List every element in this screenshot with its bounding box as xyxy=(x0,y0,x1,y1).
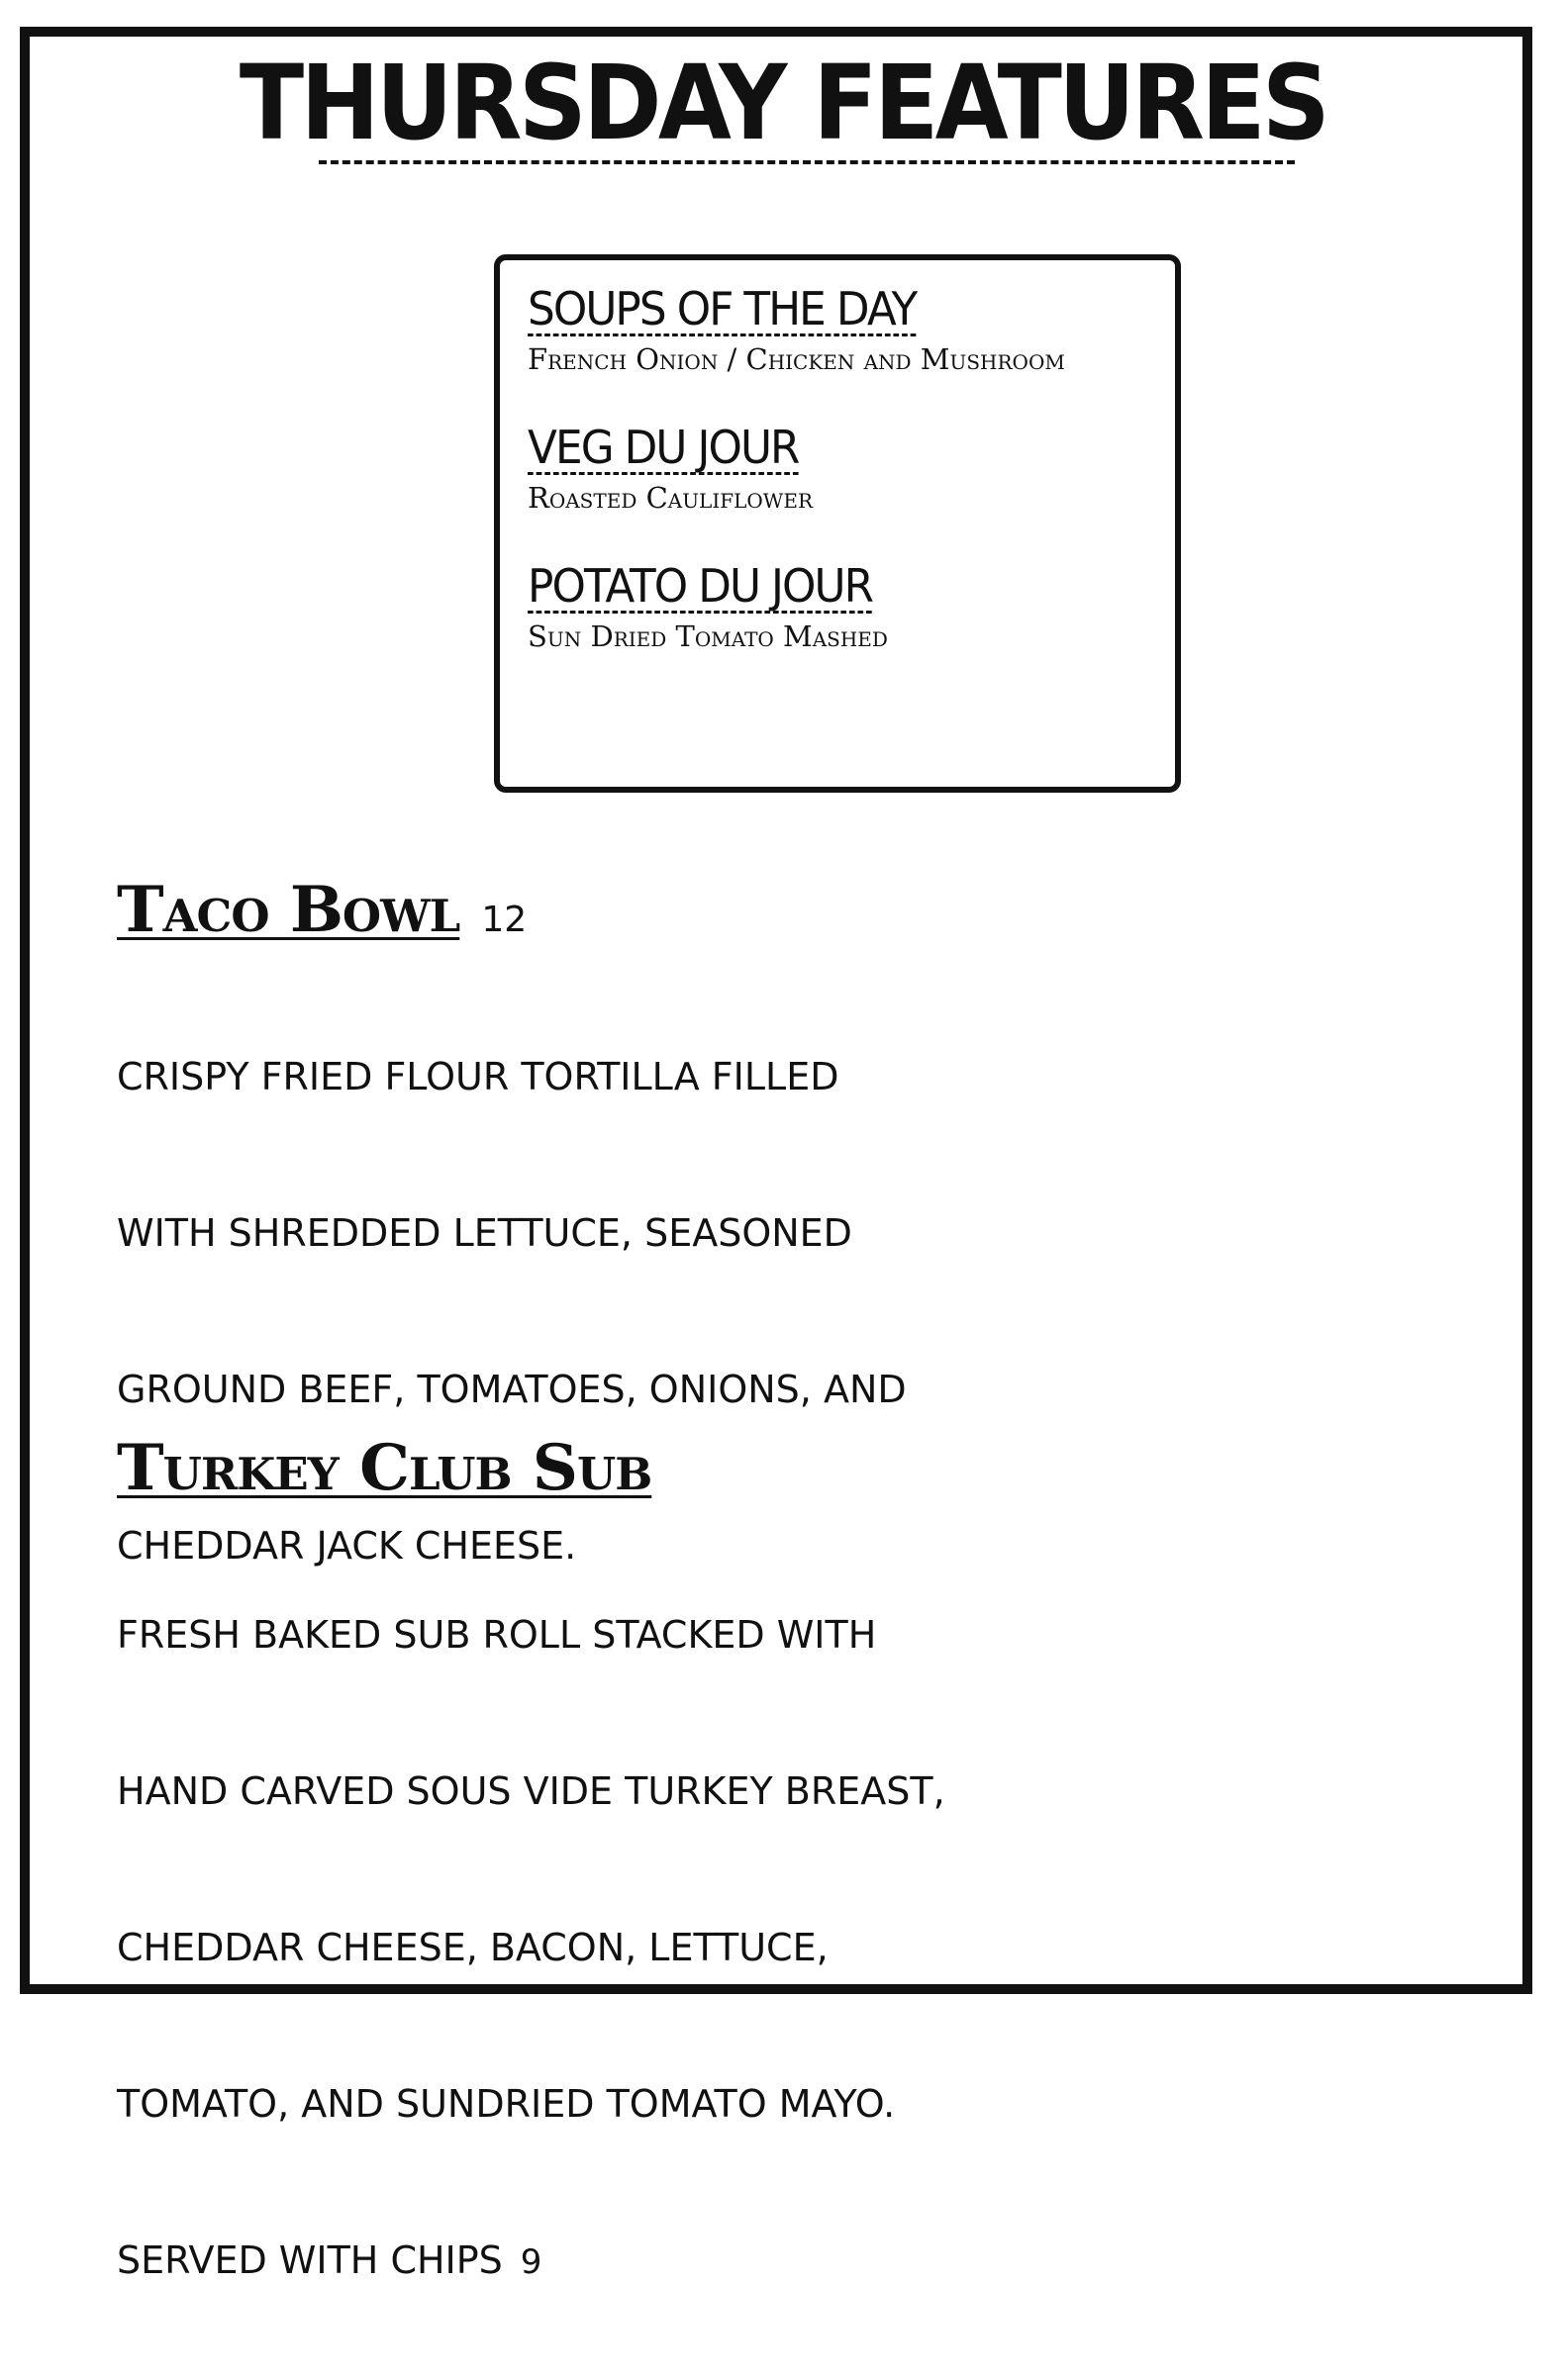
description-line: SERVED WITH CHIPS xyxy=(117,2238,503,2282)
special-text: Sun Dried Tomato Mashed xyxy=(528,619,888,653)
description-line: HAND CARVED SOUS VIDE TURKEY BREAST, xyxy=(117,1769,945,1813)
description-line: GROUND BEEF, TOMATOES, ONIONS, AND xyxy=(117,1368,907,1411)
description-line: CHEDDAR JACK CHEESE. xyxy=(117,1524,577,1568)
dish-title: Taco Bowl xyxy=(117,873,460,947)
description-line: WITH SHREDDED LETTUCE, SEASONED xyxy=(117,1211,852,1255)
title-underline xyxy=(319,160,1295,164)
dish-title-row xyxy=(117,1431,1107,1505)
description-line: TOMATO, AND SUNDRIED TOMATO MAYO. xyxy=(117,2082,896,2126)
special-soups xyxy=(528,282,1065,377)
dish-title-row xyxy=(117,873,1107,947)
special-heading: SOUPS OF THE DAY xyxy=(528,282,917,335)
dish-turkey-club-sub xyxy=(117,1431,1107,2380)
page-title: THURSDAY FEATURES xyxy=(239,43,1327,163)
description-line: FRESH BAKED SUB ROLL STACKED WITH xyxy=(117,1613,877,1657)
dish-description xyxy=(117,1518,1107,2380)
dish-price: 12 xyxy=(481,900,528,940)
description-line: CHEDDAR CHEESE, BACON, LETTUCE, xyxy=(117,1926,829,1969)
dish-title: Turkey Club Sub xyxy=(117,1431,652,1505)
special-potato xyxy=(528,559,890,654)
daily-specials-box xyxy=(494,254,1181,793)
special-heading: VEG DU JOUR xyxy=(528,421,799,474)
special-text: French Onion / Chicken and Mushroom xyxy=(528,342,1065,376)
special-text: Roasted Cauliflower xyxy=(528,481,814,515)
special-heading: POTATO DU JOUR xyxy=(528,559,873,613)
special-veg xyxy=(528,421,814,516)
description-line: CRISPY FRIED FLOUR TORTILLA FILLED xyxy=(117,1055,839,1098)
dish-price: 9 xyxy=(520,2242,542,2282)
description-line-with-price xyxy=(117,2222,1107,2302)
